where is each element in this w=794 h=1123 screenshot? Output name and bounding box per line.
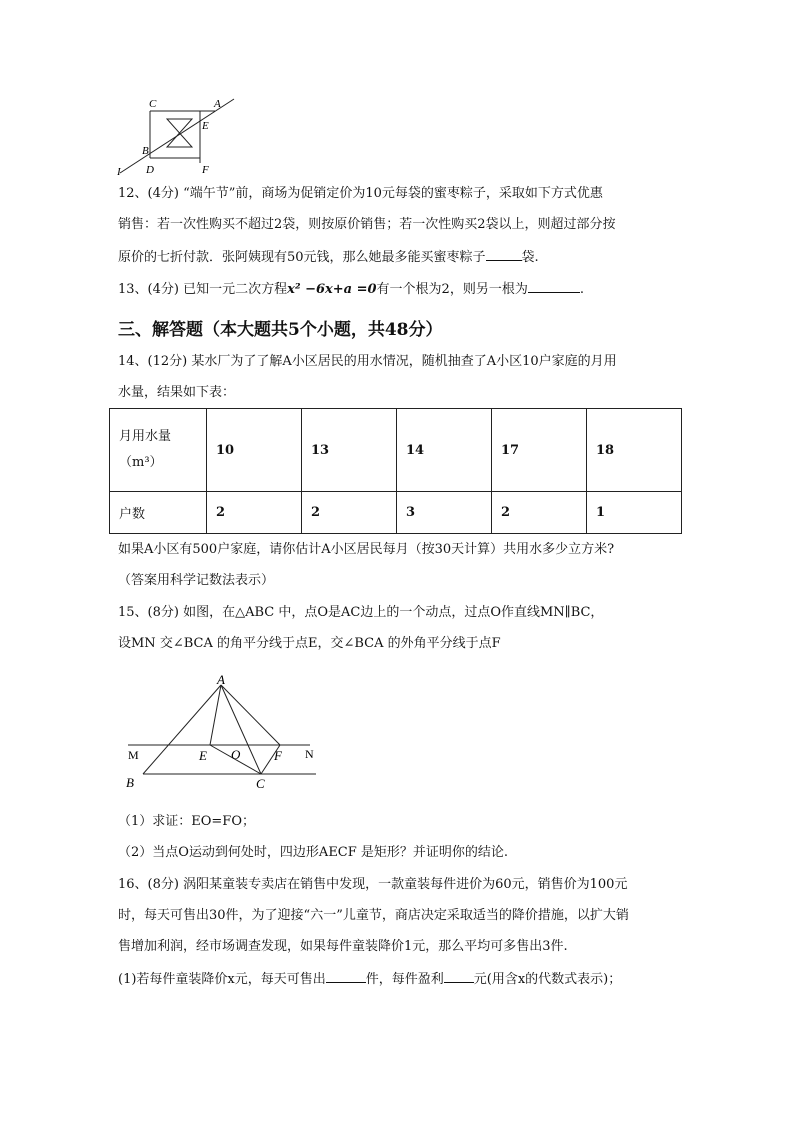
q14-line-3: 如果A小区有500户家庭，请你估计A小区居民每月（按30天计算）共用水多少立方米? [118,542,615,557]
count-cell: 1 [587,492,682,534]
count-cell: 3 [397,492,492,534]
q13-line [118,280,584,299]
label-C: C [149,98,157,110]
label-A: A [214,98,221,110]
q15-line-2: 设MN 交∠BCA 的角平分线于点E，交∠BCA 的外角平分线于点F [118,636,501,651]
q16-sold-blank[interactable] [326,970,366,983]
value-cell: 14 [397,409,492,492]
table-row [110,492,682,534]
q16-part-1-text-c: 元(用含x的代数式表示)； [473,972,622,987]
q12-answer-blank[interactable] [486,248,522,261]
q13-answer-blank[interactable] [528,280,580,293]
q14-line-1: 14、(12分) 某水厂为了了解A小区居民的用水情况，随机抽查了A小区10户家庭的月用 [118,354,617,369]
q12-line-2: 销售：若一次性购买不超过2袋，则按原价销售；若一次性购买2袋以上，则超过部分按 [118,217,616,232]
q16-part-1-text-b: 件，每件盈利 [365,972,444,987]
q15-line-1: 15、(8分) 如图，在△ABC 中，点O是AC边上的一个动点，过点O作直线MN∥BC， [118,605,604,620]
label-N: N [305,747,314,761]
q12-line-3 [118,248,539,267]
q16-profit-blank[interactable] [444,970,474,983]
label-C: C [256,776,265,791]
label-B: B [126,775,134,790]
label-F: F [202,164,209,176]
table-row [110,409,682,492]
header-cell [110,409,207,492]
figure-triangle-abc [118,670,328,795]
q12-line-3-text: 原价的七折付款．张阿姨现有50元钱，那么她最多能买蜜枣粽子 [118,250,486,265]
value-cell: 13 [302,409,397,492]
water-usage-table [109,408,682,534]
q16-line-3: 售增加利润，经市场调查发现，如果每件童装降价1元，那么平均可多售出3件. [118,939,568,954]
q13-equation: x² −6x+a =0 [287,282,377,297]
value-cell: 18 [587,409,682,492]
label-A: A [217,672,225,687]
q14-line-4: （答案用科学记数法表示） [118,573,275,588]
label-O: O [231,747,241,762]
label-I: I [117,166,121,178]
q16-part-1 [118,970,621,989]
label-D: D [146,164,154,176]
q13-end: . [579,282,584,297]
q12-line-1: 12、(4分) “端午节”前，商场为促销定价为10元每袋的蜜枣粽子，采取如下方式优惠 [118,186,603,201]
row-label-cell: 户数 [110,492,207,534]
figure-parallel-lines [112,95,242,180]
q12-line-3-end: 袋. [521,250,539,265]
count-cell: 2 [302,492,397,534]
label-M: M [128,748,139,762]
value-cell: 10 [207,409,302,492]
q16-line-2: 时，每天可售出30件，为了迎接“六一”儿童节，商店决定采取适当的降价措施，以扩大销 [118,908,629,923]
section-title: 三、解答题（本大题共5个小题，共48分） [118,320,443,340]
header-label-2: （m³） [119,455,163,470]
q13-middle: 有一个根为2，则另一根为 [376,282,528,297]
q16-line-1: 16、(8分) 涡阳某童装专卖店在销售中发现，一款童装每件进价为60元，销售价为100元 [118,877,628,892]
count-cell: 2 [207,492,302,534]
q15-part-1: （1）求证：EO=FO； [118,814,255,829]
label-E: E [199,748,207,763]
q13-intro: 13、(4分) 已知一元二次方程 [118,282,288,297]
value-cell: 17 [492,409,587,492]
q16-part-1-text-a: (1)若每件童装降价x元，每天可售出 [118,972,326,987]
label-F: F [274,748,282,763]
label-E: E [202,120,209,132]
count-cell: 2 [492,492,587,534]
q14-line-2: 水量，结果如下表： [118,385,236,400]
header-label-1: 月用水量 [119,429,172,444]
q15-part-2: （2）当点O运动到何处时，四边形AECF 是矩形？并证明你的结论. [118,845,509,860]
label-B: B [142,145,149,157]
